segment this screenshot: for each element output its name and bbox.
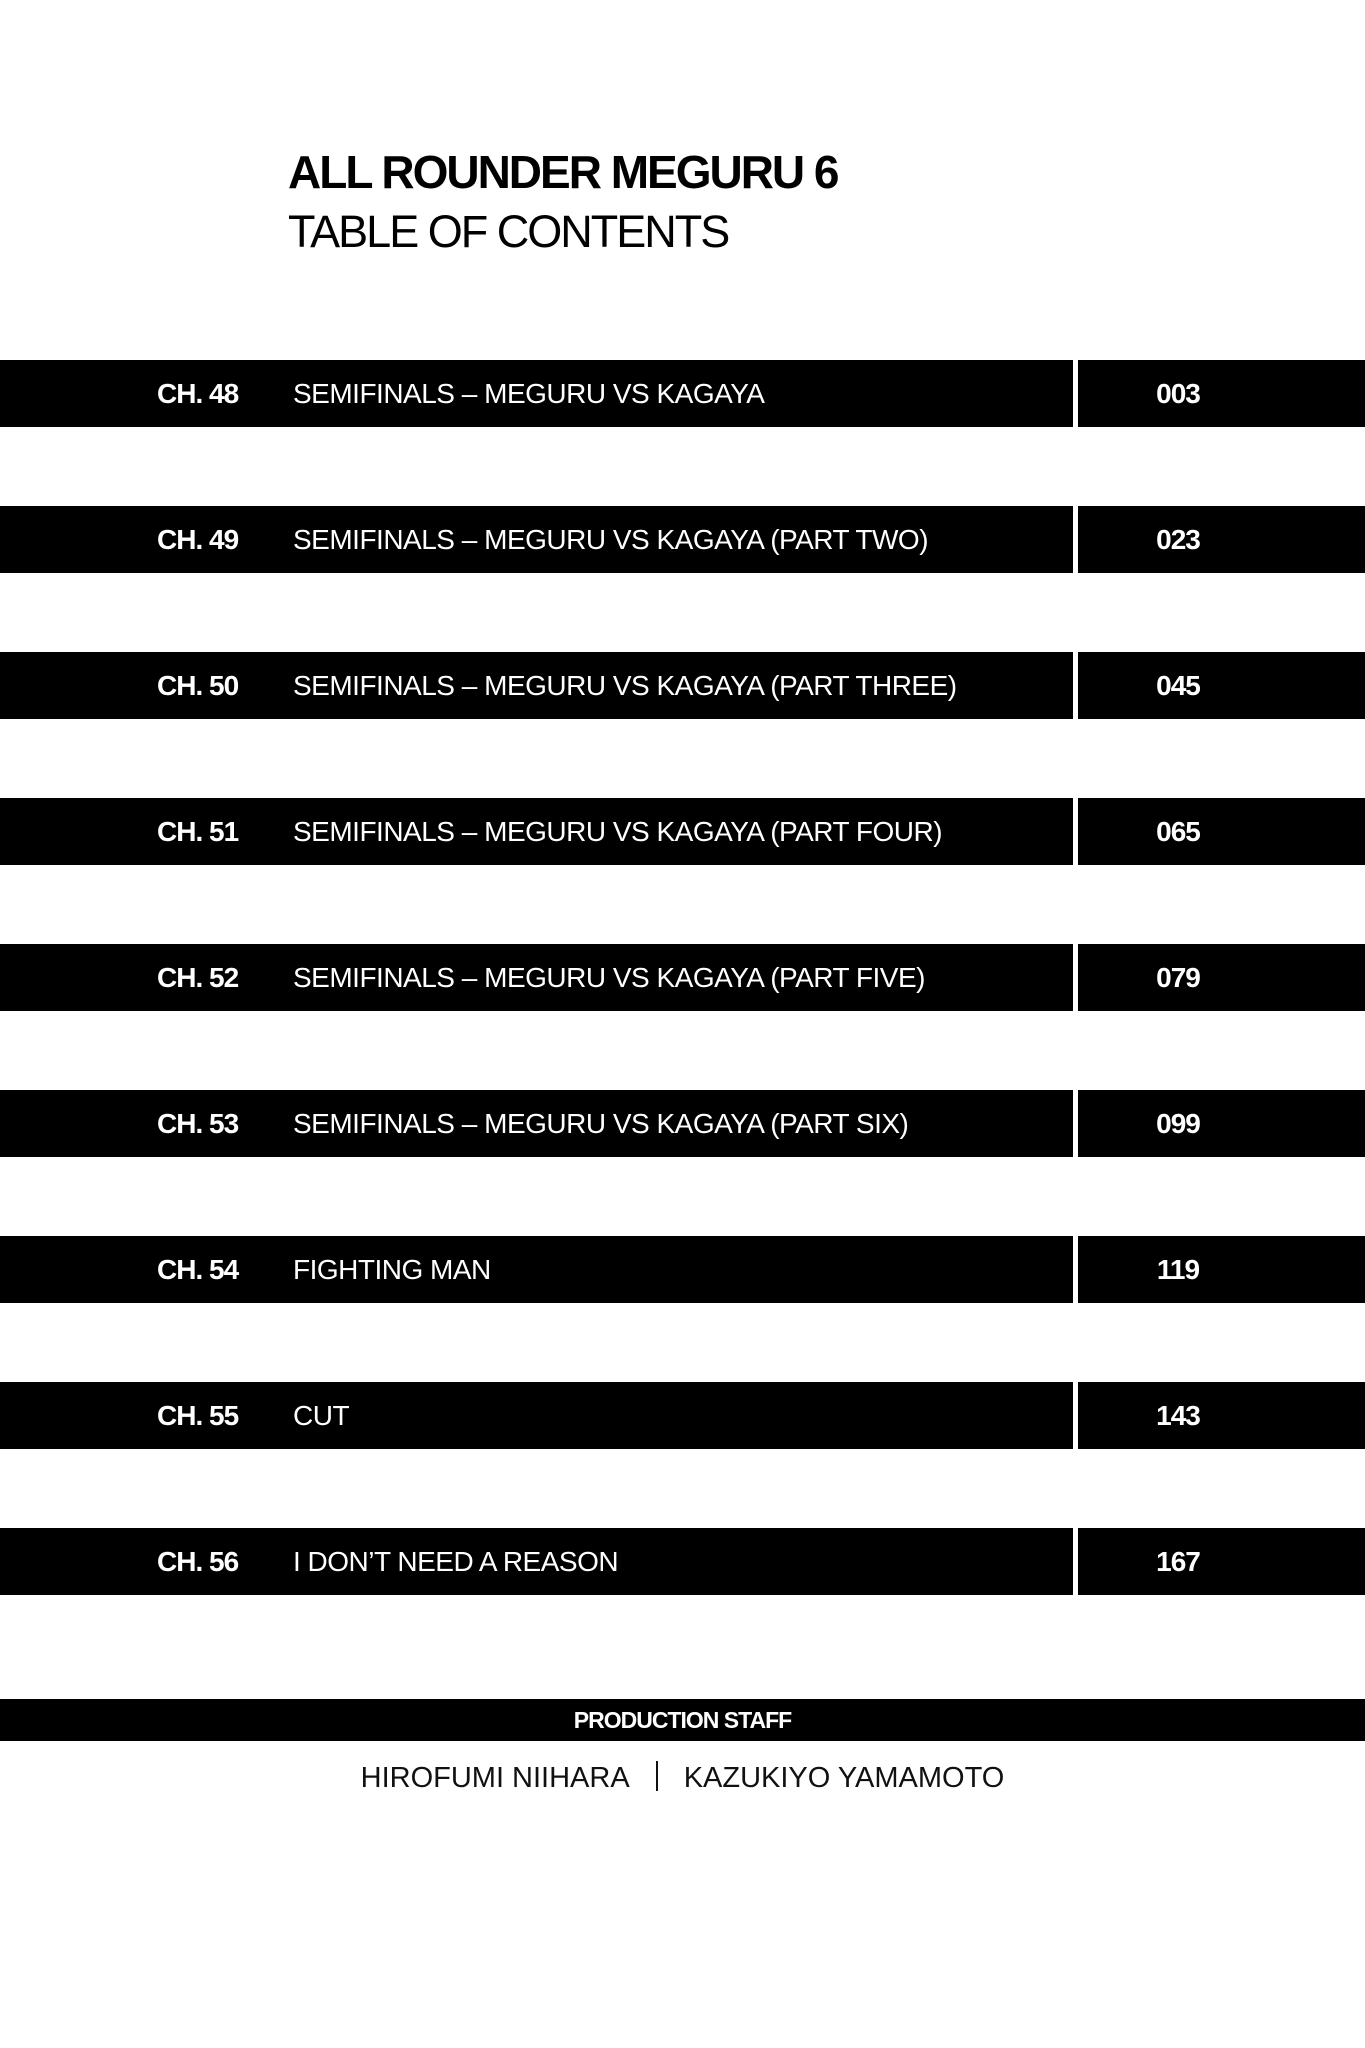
toc-page-cell bbox=[1078, 798, 1365, 865]
toc-row[interactable] bbox=[0, 798, 1365, 865]
chapter-title: SEMIFINALS – MEGURU VS KAGAYA (PART THREE) bbox=[293, 670, 957, 701]
chapter-title: SEMIFINALS – MEGURU VS KAGAYA (PART SIX) bbox=[293, 1108, 909, 1139]
toc-row[interactable] bbox=[0, 360, 1365, 427]
page-subtitle: TABLE OF CONTENTS bbox=[288, 206, 729, 257]
toc-row[interactable] bbox=[0, 1236, 1365, 1303]
page-number: 167 bbox=[1156, 1546, 1200, 1577]
toc-row[interactable] bbox=[0, 944, 1365, 1011]
toc-row[interactable] bbox=[0, 1528, 1365, 1595]
toc-row-bar bbox=[0, 798, 1073, 865]
chapter-title: SEMIFINALS – MEGURU VS KAGAYA (PART TWO) bbox=[293, 524, 929, 555]
chapter-number: CH. 48 bbox=[157, 378, 239, 409]
page-number: 023 bbox=[1156, 524, 1200, 555]
page-title: ALL ROUNDER MEGURU 6 bbox=[288, 146, 838, 198]
toc-page-cell bbox=[1078, 1090, 1365, 1157]
toc-page-cell bbox=[1078, 1236, 1365, 1303]
chapter-number: CH. 51 bbox=[157, 816, 239, 847]
chapter-number: CH. 56 bbox=[157, 1546, 239, 1577]
toc-row[interactable] bbox=[0, 1382, 1365, 1449]
toc-row-bar bbox=[0, 944, 1073, 1011]
chapter-title: CUT bbox=[293, 1400, 350, 1431]
staff-name: HIROFUMI NIIHARA bbox=[360, 1762, 630, 1794]
chapter-number: CH. 49 bbox=[157, 524, 239, 555]
toc-page-cell bbox=[1078, 360, 1365, 427]
page-number: 065 bbox=[1156, 816, 1200, 847]
chapter-number: CH. 53 bbox=[157, 1108, 239, 1139]
toc-row-bar bbox=[0, 506, 1073, 573]
page-number: 003 bbox=[1156, 378, 1200, 409]
toc-row[interactable] bbox=[0, 652, 1365, 719]
name-separator bbox=[656, 1761, 658, 1791]
chapter-title: I DON’T NEED A REASON bbox=[293, 1546, 619, 1577]
toc-page-cell bbox=[1078, 944, 1365, 1011]
chapter-title: SEMIFINALS – MEGURU VS KAGAYA (PART FOUR) bbox=[293, 816, 943, 847]
toc-page-cell bbox=[1078, 506, 1365, 573]
toc-page-cell bbox=[1078, 1528, 1365, 1595]
chapter-number: CH. 55 bbox=[157, 1400, 239, 1431]
toc-row[interactable] bbox=[0, 1090, 1365, 1157]
toc-page-cell bbox=[1078, 652, 1365, 719]
toc-row-bar bbox=[0, 1528, 1073, 1595]
chapter-title: SEMIFINALS – MEGURU VS KAGAYA bbox=[293, 378, 765, 409]
production-staff-label: PRODUCTION STAFF bbox=[0, 1699, 1365, 1741]
page-number: 045 bbox=[1156, 670, 1200, 701]
toc-row-bar bbox=[0, 1090, 1073, 1157]
title-block bbox=[288, 142, 838, 262]
toc-row-bar bbox=[0, 360, 1073, 427]
staff-name: KAZUKIYO YAMAMOTO bbox=[683, 1762, 1005, 1794]
chapter-title: SEMIFINALS – MEGURU VS KAGAYA (PART FIVE) bbox=[293, 962, 925, 993]
page-number: 099 bbox=[1156, 1108, 1200, 1139]
toc-page-cell bbox=[1078, 1382, 1365, 1449]
staff-credits bbox=[0, 1756, 1365, 1800]
toc-row-bar bbox=[0, 1236, 1073, 1303]
toc-row-bar bbox=[0, 1382, 1073, 1449]
page-number: 119 bbox=[1156, 1254, 1200, 1285]
page-number: 079 bbox=[1156, 962, 1200, 993]
chapter-title: FIGHTING MAN bbox=[293, 1254, 491, 1285]
chapter-number: CH. 50 bbox=[157, 670, 239, 701]
toc-row-bar bbox=[0, 652, 1073, 719]
chapter-number: CH. 54 bbox=[157, 1254, 239, 1285]
toc-row[interactable] bbox=[0, 506, 1365, 573]
chapter-number: CH. 52 bbox=[157, 962, 239, 993]
page-number: 143 bbox=[1156, 1400, 1200, 1431]
